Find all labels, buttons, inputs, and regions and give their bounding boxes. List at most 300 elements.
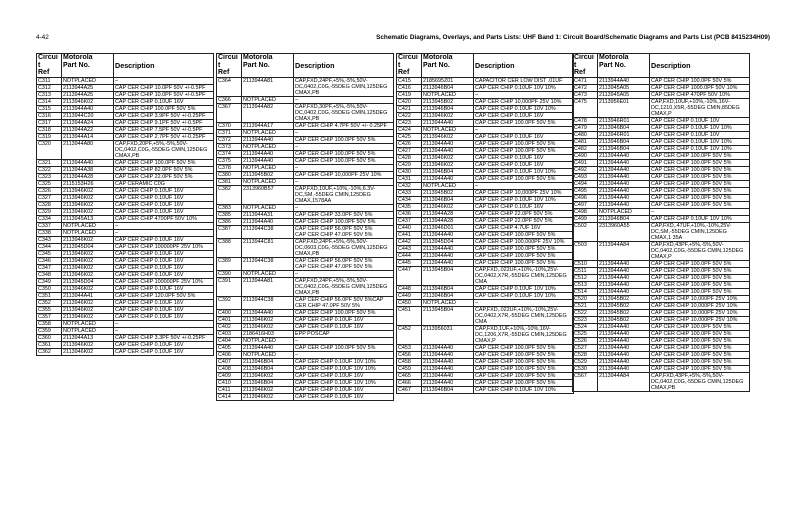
cell-part-number: 2113944A84	[598, 372, 650, 391]
table-row	[573, 344, 750, 351]
table-row	[217, 365, 394, 372]
cell-circuit-ref: C411	[217, 386, 242, 393]
cell-part-number: 2113946K02	[242, 323, 294, 330]
cell-part-number: 2113944A40	[422, 147, 474, 154]
table-row	[217, 277, 394, 296]
cell-circuit-ref: C359	[37, 327, 62, 334]
cell-description: CAP CER CHIP 0.10UF 16V	[294, 393, 394, 400]
cell-circuit-ref: C480	[573, 131, 598, 138]
cell-part-number: NOTPLACED	[422, 91, 474, 98]
cell-description: CAP CER CHIP 100.0PF 50V 5%	[474, 245, 574, 252]
cell-part-number: 2113944A40	[598, 281, 650, 288]
table-row	[397, 182, 574, 189]
cell-description: CAP CER CHIP 0.10UF 10V 10%	[474, 84, 574, 91]
cell-description: CAP CER CHIP 100.0PF 50V 5%	[650, 351, 750, 358]
table-row	[37, 264, 214, 271]
cell-description: CAP CER CHIP 4700PF 50V 10%	[114, 215, 214, 222]
cell-circuit-ref: C428	[397, 154, 422, 161]
cell-description: CAP,FXD,30PF,+5%,-5%,50V-DC,0402,C0G,-55DEG CMIN,125DEG CMAX,PB	[294, 103, 394, 122]
table-row	[217, 103, 394, 122]
cell-part-number: 2113946K02	[242, 393, 294, 400]
cell-circuit-ref: C361	[37, 341, 62, 348]
cell-part-number: 2113944A40	[598, 274, 650, 281]
cell-circuit-ref: C528	[573, 351, 598, 358]
cell-part-number: 2113944C38	[242, 257, 294, 270]
cell-description: CAP CER CHIP 56.0PF 50V 5% CAP CER CHIP 47.0PF 50V 5%	[294, 257, 394, 270]
cell-circuit-ref: C456	[397, 351, 422, 358]
table-row	[397, 306, 574, 325]
page-header	[36, 34, 770, 43]
cell-description: CAP CER CHIP 100.0PF 50V 5%	[474, 351, 574, 358]
cell-part-number: 2113946K02	[422, 133, 474, 140]
cell-circuit-ref: C510	[573, 260, 598, 267]
cell-part-number: NOTPLACED	[242, 204, 294, 211]
cell-circuit-ref: C346	[37, 257, 62, 264]
table-row	[37, 208, 214, 215]
table-row	[397, 231, 574, 238]
cell-part-number: 2113944A40	[422, 140, 474, 147]
page-number: 4-42	[36, 34, 49, 41]
cell-circuit-ref: C452	[397, 325, 422, 344]
table-row	[573, 274, 750, 281]
cell-part-number: 2113946B04	[422, 386, 474, 393]
cell-circuit-ref: C325	[37, 180, 62, 187]
cell-part-number: 2113945B02	[242, 171, 294, 178]
cell-part-number: 2113944A25	[62, 91, 114, 98]
table-row	[397, 119, 574, 126]
cell-description: CAP CER CHIP 100.0PF 50V 5%	[650, 365, 750, 372]
cell-circuit-ref: C314	[37, 98, 62, 105]
page-title: Schematic Diagrams, Overlays, and Parts Lists: UHF Band 1: Circuit Board/Schematic Diagrams and Parts List (PCB 8415234H09)	[376, 34, 770, 41]
cell-circuit-ref: C358	[37, 320, 62, 327]
cell-circuit-ref: C492	[573, 166, 598, 173]
cell-description: CAP CER CHIP 0.10UF 16V	[114, 285, 214, 292]
table-row	[573, 267, 750, 274]
cell-part-number: NOTPLACED	[242, 270, 294, 277]
cell-circuit-ref: C425	[397, 133, 422, 140]
cell-circuit-ref: C432	[397, 182, 422, 189]
table-row	[37, 313, 214, 320]
cell-circuit-ref: C311	[37, 77, 62, 84]
cell-circuit-ref: C323	[37, 173, 62, 180]
cell-circuit-ref: C497	[573, 201, 598, 208]
cell-description: CAP CER CHIP 0.10UF 16V	[114, 306, 214, 313]
cell-part-number: 2113946R01	[598, 117, 650, 124]
cell-description: CAP CER CHIP 0.10UF 10V 10%	[294, 365, 394, 372]
cell-description: CAP CER CHIP 10,000PF 25V 10%	[474, 189, 574, 196]
cell-description: CAP CER CHIP 0.10UF 16V	[114, 201, 214, 208]
cell-description: –	[294, 164, 394, 171]
cell-part-number: 2113946B04	[422, 84, 474, 91]
cell-part-number: 2113944A40	[598, 194, 650, 201]
table-row	[37, 194, 214, 201]
cell-part-number: 2113944A40	[598, 344, 650, 351]
cell-description: CAP CER CHIP 0.10UF 16V	[474, 133, 574, 140]
table-row	[397, 210, 574, 217]
table-row	[217, 77, 394, 96]
table-row	[37, 140, 214, 159]
table-row	[217, 351, 394, 358]
cell-description: CAP CER CHIP 100.0PF 50V 5%	[650, 288, 750, 295]
cell-part-number: 2113946B04	[242, 365, 294, 372]
cell-description: CAP CER CHIP 100.0PF 50V 5%	[650, 201, 750, 208]
cell-description: –	[114, 222, 214, 229]
cell-circuit-ref: C481	[573, 138, 598, 145]
cell-part-number: 2113944A41	[62, 292, 114, 299]
table-row	[397, 351, 574, 358]
cell-circuit-ref: C374	[217, 150, 242, 157]
parts-table	[396, 53, 574, 394]
cell-part-number: 2113944A38	[62, 166, 114, 173]
cell-part-number: 2113944A40	[598, 365, 650, 372]
table-row	[397, 266, 574, 285]
cell-description: EPP POSCAP	[294, 330, 394, 337]
cell-circuit-ref: C494	[573, 180, 598, 187]
cell-description: CAP CER CHIP 9.1PF 50V +/-0.5PF	[114, 119, 214, 126]
table-row	[573, 117, 750, 124]
cell-description: CAP CER CHIP 56.0PF 50V 5% CAP CER CHIP 47.0PF 50V 5%	[294, 225, 394, 238]
cell-description: CAP CER CHIP 100.0PF 50V 5%	[294, 218, 394, 225]
table-row	[573, 145, 750, 152]
cell-part-number: 2113944A40	[598, 201, 650, 208]
table-header-row	[573, 54, 750, 78]
cell-circuit-ref: C351	[37, 292, 62, 299]
cell-part-number: 2113946B04	[422, 292, 474, 299]
cell-circuit-ref: C530	[573, 365, 598, 372]
cell-description: CAP CER CHIP 100.0PF 50V 5%	[474, 175, 574, 182]
cell-description: CAP CER CHIP 0.10UF 16V	[114, 313, 214, 320]
cell-circuit-ref: C362	[37, 348, 62, 355]
cell-part-number: 2113946B04	[422, 168, 474, 175]
cell-part-number: 2113944A40	[242, 157, 294, 164]
cell-circuit-ref: C364	[217, 77, 242, 96]
cell-circuit-ref: C381	[217, 178, 242, 185]
cell-part-number: 2113946K02	[62, 341, 114, 348]
table-row	[397, 292, 574, 299]
cell-description: CAP CER CHIP 100.0PF 50V 5%	[474, 252, 574, 259]
parts-table-column-4	[572, 53, 750, 392]
cell-description: CAP CER CHIP 100.0PF 50V 5%	[650, 344, 750, 351]
cell-part-number: 2113944A40	[598, 152, 650, 159]
table-row	[37, 243, 214, 250]
cell-circuit-ref: C366	[217, 96, 242, 103]
cell-circuit-ref: C326	[37, 187, 62, 194]
table-row	[397, 325, 574, 344]
table-row	[573, 98, 750, 117]
cell-description: –	[294, 204, 394, 211]
table-row	[397, 245, 574, 252]
cell-description: CAP CER CHIP 0.10UF 16V	[114, 341, 214, 348]
table-row	[397, 372, 574, 379]
cell-description: CAP CER CHIP 3.9PF 50V +/-0.25PF	[114, 112, 214, 119]
cell-part-number: 2113946D01	[422, 224, 474, 231]
cell-circuit-ref: C433	[397, 189, 422, 196]
cell-circuit-ref: C458	[397, 358, 422, 365]
cell-part-number: 2113944A28	[62, 173, 114, 180]
cell-description: CAP CER CHIP 22.0PF 50V 5%	[114, 173, 214, 180]
table-row	[573, 152, 750, 159]
cell-part-number: 2113945B02	[598, 309, 650, 316]
table-row	[397, 91, 574, 98]
table-row	[37, 229, 214, 236]
cell-circuit-ref: C447	[397, 266, 422, 285]
cell-description: CAP,FXD,1UF,+10%,-10%,16V-DC,1206,X7R,-55DEG CMIN,125DEG CMAX,P	[474, 325, 574, 344]
table-row	[573, 166, 750, 173]
cell-description: –	[474, 91, 574, 98]
table-row	[573, 173, 750, 180]
cell-circuit-ref: C317	[37, 119, 62, 126]
cell-part-number: 2115153H26	[62, 180, 114, 187]
cell-circuit-ref: C390	[217, 270, 242, 277]
cell-circuit-ref: C513	[573, 281, 598, 288]
cell-circuit-ref: C318	[37, 126, 62, 133]
cell-circuit-ref: C360	[37, 334, 62, 341]
cell-circuit-ref: C527	[573, 344, 598, 351]
cell-circuit-ref: C380	[217, 171, 242, 178]
cell-circuit-ref: C478	[573, 117, 598, 124]
table-row	[573, 295, 750, 302]
cell-part-number: 2113944C81	[242, 238, 294, 257]
cell-circuit-ref: C503	[573, 241, 598, 260]
cell-part-number: 2113944A40	[422, 259, 474, 266]
cell-circuit-ref: C345	[37, 250, 62, 257]
cell-description: –	[114, 320, 214, 327]
cell-part-number: 2113945B02	[598, 316, 650, 323]
table-row	[37, 306, 214, 313]
cell-description: CAP CER CHIP 100.0PF 50V 5%	[650, 337, 750, 344]
cell-description: CAP,FXD,24PF,+5%,-5%,50V-DC,0402,C0G,-55DEG CMIN,125DEG CMAX,PB	[294, 277, 394, 296]
table-row	[397, 344, 574, 351]
cell-part-number: 2113946B04	[598, 145, 650, 152]
cell-circuit-ref: C312	[37, 84, 62, 91]
cell-circuit-ref: C443	[397, 245, 422, 252]
table-row	[37, 77, 214, 84]
table-row	[397, 161, 574, 168]
cell-part-number: 2113944A40	[598, 337, 650, 344]
cell-circuit-ref: C524	[573, 323, 598, 330]
table-row	[217, 323, 394, 330]
cell-circuit-ref: C329	[37, 208, 62, 215]
table-row	[217, 204, 394, 211]
table-row	[397, 358, 574, 365]
table-row	[37, 257, 214, 264]
cell-description: CAP CER CHIP 100.0PF 50V 5%	[650, 152, 750, 159]
cell-circuit-ref: C502	[573, 222, 598, 241]
cell-part-number: 2113946K02	[62, 285, 114, 292]
cell-description: CAP CER CHIP 100.0PF 50V 5%	[474, 231, 574, 238]
table-row	[573, 194, 750, 201]
cell-circuit-ref: C410	[217, 379, 242, 386]
cell-description: CAP CER CHIP 0.10UF 10V 10%	[650, 215, 750, 222]
cell-description: CAP CER CHIP 0.10UF 16V	[114, 348, 214, 355]
cell-description: CAP CER CHIP 100000PF 25V 10%	[114, 278, 214, 285]
table-row	[573, 309, 750, 316]
cell-description: CAP CER CHIP 100.0PF 50V 5%	[650, 260, 750, 267]
cell-part-number: 2113946K02	[242, 386, 294, 393]
cell-circuit-ref: C407	[217, 358, 242, 365]
cell-circuit-ref: C434	[397, 196, 422, 203]
cell-part-number: 2113945D04	[62, 243, 114, 250]
cell-description: CAP CER CHIP 0.10UF 16V	[114, 187, 214, 194]
table-row	[37, 166, 214, 173]
cell-description: CAP CER CHIP 100.0PF 50V 5%	[114, 159, 214, 166]
cell-part-number: 2113944A81	[242, 277, 294, 296]
cell-part-number: 2113944A24	[62, 119, 114, 126]
cell-circuit-ref: C347	[37, 264, 62, 271]
cell-description: –	[294, 351, 394, 358]
cell-description: CAP CER CHIP 0.10UF 10V 10%	[474, 386, 574, 393]
cell-circuit-ref: C445	[397, 259, 422, 266]
cell-circuit-ref: C495	[573, 187, 598, 194]
cell-circuit-ref: C471	[573, 77, 598, 84]
cell-circuit-ref: C453	[397, 344, 422, 351]
cell-description: CAP CER CHIP 0.10UF 10V 10%	[650, 138, 750, 145]
cell-part-number: 2113944A25	[62, 84, 114, 91]
cell-description: CAP CERAMIC C0G	[114, 180, 214, 187]
cell-circuit-ref: C337	[37, 222, 62, 229]
cell-description: CAP CER CHIP 100.0PF 50V 5%	[650, 166, 750, 173]
cell-part-number: 2113944A40	[62, 159, 114, 166]
cell-circuit-ref: C496	[573, 194, 598, 201]
cell-part-number: 2113946K02	[62, 236, 114, 243]
cell-part-number: 2113946K02	[62, 271, 114, 278]
cell-part-number: 2113944A40	[422, 231, 474, 238]
parts-table-column-2	[216, 53, 394, 401]
cell-part-number: 2113944A40	[598, 288, 650, 295]
table-row	[573, 187, 750, 194]
cell-description: –	[114, 327, 214, 334]
parts-table	[216, 53, 394, 401]
cell-part-number: 2113944A40	[598, 180, 650, 187]
cell-circuit-ref: C406	[217, 351, 242, 358]
cell-description: CAP CER CHIP 4.7UF 16V	[474, 224, 574, 231]
cell-circuit-ref: C392	[217, 296, 242, 309]
cell-circuit-ref: C426	[397, 140, 422, 147]
table-row	[217, 157, 394, 164]
cell-part-number: 2113946B04	[598, 124, 650, 131]
table-row	[573, 358, 750, 365]
cell-circuit-ref: C499	[573, 215, 598, 222]
table-row	[37, 119, 214, 126]
cell-circuit-ref: C400	[217, 309, 242, 316]
cell-circuit-ref: C316	[37, 112, 62, 119]
cell-circuit-ref: C419	[397, 91, 422, 98]
cell-part-number: 2113945B02	[422, 98, 474, 105]
cell-part-number: 2113956E01	[598, 98, 650, 117]
cell-part-number: NOTPLACED	[62, 222, 114, 229]
cell-circuit-ref: C525	[573, 330, 598, 337]
table-row	[37, 91, 214, 98]
table-row	[37, 105, 214, 112]
cell-description: CAP CER CHIP 100.0PF 50V 5%	[114, 105, 214, 112]
cell-description: CAP CER CHIP 100.0PF 50V 5%	[474, 379, 574, 386]
cell-circuit-ref: C482	[573, 145, 598, 152]
cell-part-number: NOTPLACED	[62, 77, 114, 84]
cell-part-number: 2113945D04	[62, 278, 114, 285]
cell-description: CAP CER CHIP 120.0PF 50V 5%	[114, 292, 214, 299]
cell-description: CAP CER CHIP 100.0PF 50V 5%	[474, 140, 574, 147]
table-row	[397, 365, 574, 372]
cell-description: CAP CER CHIP 33.0PF 50V 5%	[294, 211, 394, 218]
cell-circuit-ref: C387	[217, 225, 242, 238]
table-row	[37, 159, 214, 166]
cell-description: CAP CER CHIP 100.0PF 50V 5%	[474, 147, 574, 154]
cell-part-number: 2113945B04	[422, 306, 474, 325]
cell-circuit-ref: C338	[37, 229, 62, 236]
cell-description: CAP CER CHIP 100.0PF 50V 5%	[650, 323, 750, 330]
cell-description: CAP CER CHIP 56.0PF 50V 5%CAP CER CHIP 47.0PF 50V 5%	[294, 296, 394, 309]
cell-part-number: 2113944A40	[598, 323, 650, 330]
cell-description: CAP CER CHIP 0.10UF 10V 10%	[294, 379, 394, 386]
cell-circuit-ref: C424	[397, 126, 422, 133]
cell-description: CAP CER CHIP 0.10UF 10V	[650, 131, 750, 138]
cell-description: CAP CER CHIP 0.10UF 16V	[474, 112, 574, 119]
table-row	[573, 365, 750, 372]
table-row	[37, 180, 214, 187]
parts-table-column-1	[36, 53, 214, 356]
table-header-row	[397, 54, 574, 78]
cell-description: CAP CER CHIP 100.0PF 50V 5%	[650, 180, 750, 187]
header-circuit-ref: Circuit Ref	[573, 54, 598, 78]
table-row	[217, 129, 394, 136]
cell-circuit-ref: C344	[37, 243, 62, 250]
cell-part-number: NOTPLACED	[242, 178, 294, 185]
cell-part-number: 2113946K02	[62, 306, 114, 313]
table-row	[37, 341, 214, 348]
cell-part-number: 2186416H03	[242, 330, 294, 337]
table-row	[217, 344, 394, 351]
cell-description: CAP,FXD,.022UF,+10%,-10%,25V-DC,0402,X7R,-55DEG CMIN,125DEG CMA	[474, 306, 574, 325]
cell-description: –	[474, 182, 574, 189]
cell-description: CAP CER CHIP 100.0PF 50V 5%	[294, 157, 394, 164]
cell-part-number: 2113946K02	[242, 316, 294, 323]
parts-table-column-3	[396, 53, 574, 394]
cell-part-number: 2113944A28	[422, 210, 474, 217]
cell-part-number: 2113946K02	[62, 313, 114, 320]
cell-description: CAP CER CHIP 0.10UF 10V 10%	[474, 168, 574, 175]
cell-description: CAP CER CHIP 0.10UF 16V	[114, 208, 214, 215]
cell-circuit-ref: C402	[217, 323, 242, 330]
table-row	[37, 84, 214, 91]
table-row	[397, 154, 574, 161]
cell-part-number: 2113944A40	[422, 344, 474, 351]
table-row	[573, 208, 750, 215]
cell-circuit-ref: C436	[397, 210, 422, 217]
cell-part-number: 2113944A40	[242, 150, 294, 157]
cell-circuit-ref: C431	[397, 175, 422, 182]
cell-description: CAP CER CHIP 10,000PF 25V 10%	[650, 295, 750, 302]
cell-description: CAP CER CHIP 10,000PF 25V 10%	[650, 316, 750, 323]
table-row	[397, 105, 574, 112]
cell-description: –	[474, 299, 574, 306]
cell-circuit-ref: C435	[397, 203, 422, 210]
cell-part-number: 2113944A40	[598, 358, 650, 365]
cell-part-number: 2113944A40	[422, 245, 474, 252]
cell-description: CAP CER CHIP 100.0PF 50V 5%	[650, 281, 750, 288]
cell-circuit-ref: C427	[397, 147, 422, 154]
table-row	[217, 296, 394, 309]
table-row	[217, 96, 394, 103]
cell-part-number: 2113946B04	[422, 105, 474, 112]
header-motorola-part-no: Motorola Part No.	[62, 54, 114, 78]
table-row	[37, 320, 214, 327]
cell-description: CAP CER CHIP 0.10UF 16V	[114, 236, 214, 243]
cell-part-number: 2113946K02	[62, 250, 114, 257]
cell-part-number: 2113944A84	[598, 241, 650, 260]
cell-description: CAP CER CHIP 3.3PF 50V +/-0.25PF	[114, 334, 214, 341]
table-row	[217, 150, 394, 157]
table-row	[573, 323, 750, 330]
